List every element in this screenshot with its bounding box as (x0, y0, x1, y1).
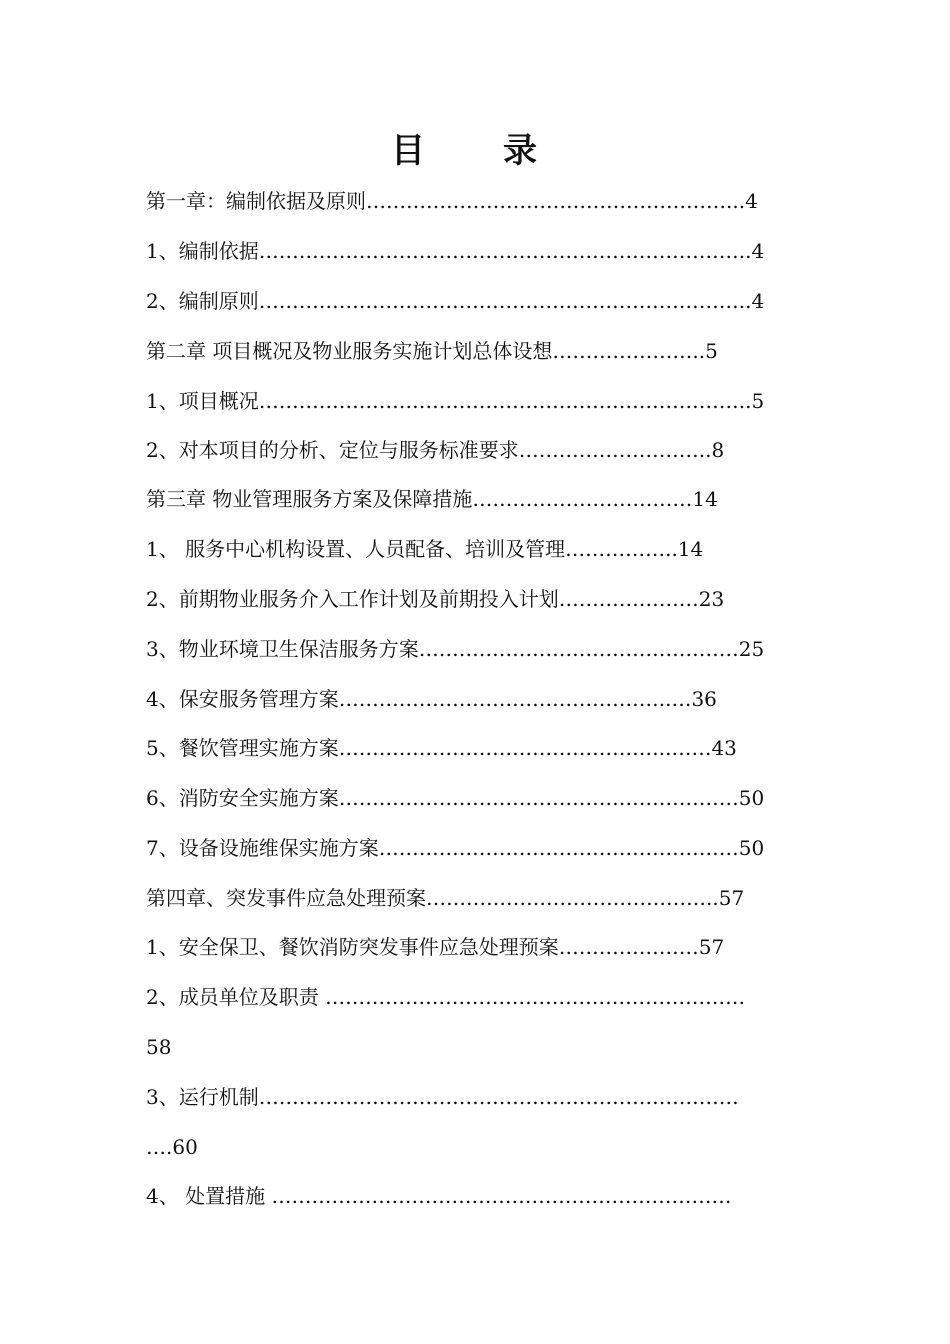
toc-entry-3-5: 5、餐饮管理实施方案…………………………………………..……43 (146, 736, 737, 760)
toc-entry-3-2: 2、前期物业服务介入工作计划及前期投入计划…………………23 (146, 587, 725, 611)
toc-entry-3-6: 6、消防安全实施方案……………………………………………………50 (146, 786, 765, 810)
toc-entry-4-4: 4、 处置措施 …………………………………………………………… (146, 1184, 732, 1208)
toc-entry-2-2: 2、对本项目的分析、定位与服务标准要求………………………..8 (146, 438, 725, 462)
toc-entry-4-1: 1、安全保卫、餐饮消防突发事件应急处理预案…………………57 (146, 935, 725, 959)
toc-entry-3-1: 1、 服务中心机构设置、人员配备、培训及管理……………..14 (146, 537, 704, 561)
toc-entry-1-1: 1、编制依据………………………………………………………………..4 (146, 239, 765, 263)
toc-entry-chapter-3: 第三章 物业管理服务方案及保障措施……………………………14 (146, 487, 718, 511)
toc-entry-chapter-1: 第一章：编制依据及原则………………………………………………...4 (146, 189, 758, 213)
toc-entry-1-2: 2、编制原则………………………………………………………………..4 (146, 289, 765, 313)
toc-entry-3-3: 3、物业环境卫生保洁服务方案…………………………………………25 (146, 637, 765, 661)
toc-entry-chapter-2: 第二章 项目概况及物业服务实施计划总体设想…………………..5 (146, 339, 718, 363)
toc-entry-chapter-4: 第四章、突发事件应急处理预案……………………………………..57 (146, 886, 745, 910)
toc-entry-4-2: 2、成员单位及职责 ……………………………………………………… (146, 985, 746, 1009)
toc-entry-2-1: 1、项目概况………………………………………………………………..5 (146, 389, 765, 413)
toc-entry-3-4: 4、保安服务管理方案…………………………………………..…36 (146, 687, 717, 711)
toc-entry-4-3-page: ….60 (146, 1135, 198, 1159)
toc-entry-4-3: 3、运行机制……………………………………………………………… (146, 1085, 739, 1109)
page-title: 目 录 (391, 131, 559, 171)
toc-entry-3-7: 7、设备设施维保实施方案………………………………………………50 (146, 836, 765, 860)
toc-entry-4-2-page: 58 (146, 1035, 172, 1059)
